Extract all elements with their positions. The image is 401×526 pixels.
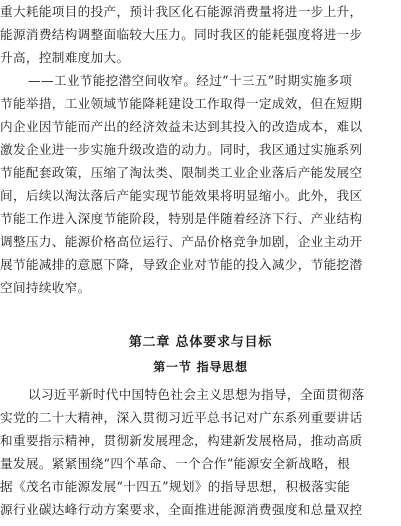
text-line: 实党的二十大精神，深入贯彻习近平总书记对广东系列重要讲话 bbox=[0, 410, 363, 425]
text-line: 展节能减排的意愿下降，导致企业对节能的投入减少，节能挖潜 bbox=[0, 257, 363, 272]
chapter-title: 第二章 总体要求与目标 bbox=[128, 335, 273, 350]
text-line: 节能配套政策，压缩了淘汰类、限制类工业企业落后产能发展空 bbox=[0, 165, 363, 180]
section-title: 第一节 指导思想 bbox=[153, 360, 248, 374]
text-line: 据《茂名市能源发展“十四五”规划》的指导思想，积极落实能 bbox=[0, 479, 351, 494]
text-line: 调整压力、能源价格高位运行、产品价格竞争加剧，企业主动开 bbox=[0, 234, 363, 249]
text-line: 和重要指示精神，贯彻新发展理念，构建新发展格局，推动高质 bbox=[0, 433, 363, 448]
text-line: 节能工作进入深度节能阶段，特别是伴随着经济下行、产业结构 bbox=[0, 211, 363, 226]
text-line: 能源消费结构调整面临较大压力。同时我区的能耗强度将进一步 bbox=[0, 27, 363, 42]
text-line: 激发企业进一步实施升级改造的动力。同时，我区通过实施系列 bbox=[0, 142, 363, 157]
text-line: 升高，控制难度加大。 bbox=[0, 50, 130, 65]
text-line: 内企业因节能而产出的经济效益未达到其投入的改造成本，难以 bbox=[0, 119, 363, 134]
text-line: 节能举措，工业领域节能降耗建设工作取得一定成效，但在短期 bbox=[0, 96, 363, 111]
text-line: 量发展。紧紧围绕“四个革命、一个合作”能源安全新战略，根 bbox=[0, 456, 351, 471]
text-line: 间，后续以淘汰落后产能实现节能效果将明显缩小。此外，我区 bbox=[0, 188, 363, 203]
text-line: 空间持续收窄。 bbox=[0, 280, 91, 295]
text-line: 源行业碳达峰行动方案要求，全面推进能源消费强度和总量双控 bbox=[0, 502, 363, 517]
text-line: 重大耗能项目的投产，预计我区化石能源消费量将进一步上升， bbox=[0, 4, 363, 19]
text-line: ——工业节能挖潜空间收窄。经过“十三五”时期实施多项 bbox=[28, 73, 353, 88]
text-line: 以习近平新时代中国特色社会主义思想为指导，全面贯彻落 bbox=[28, 387, 365, 402]
